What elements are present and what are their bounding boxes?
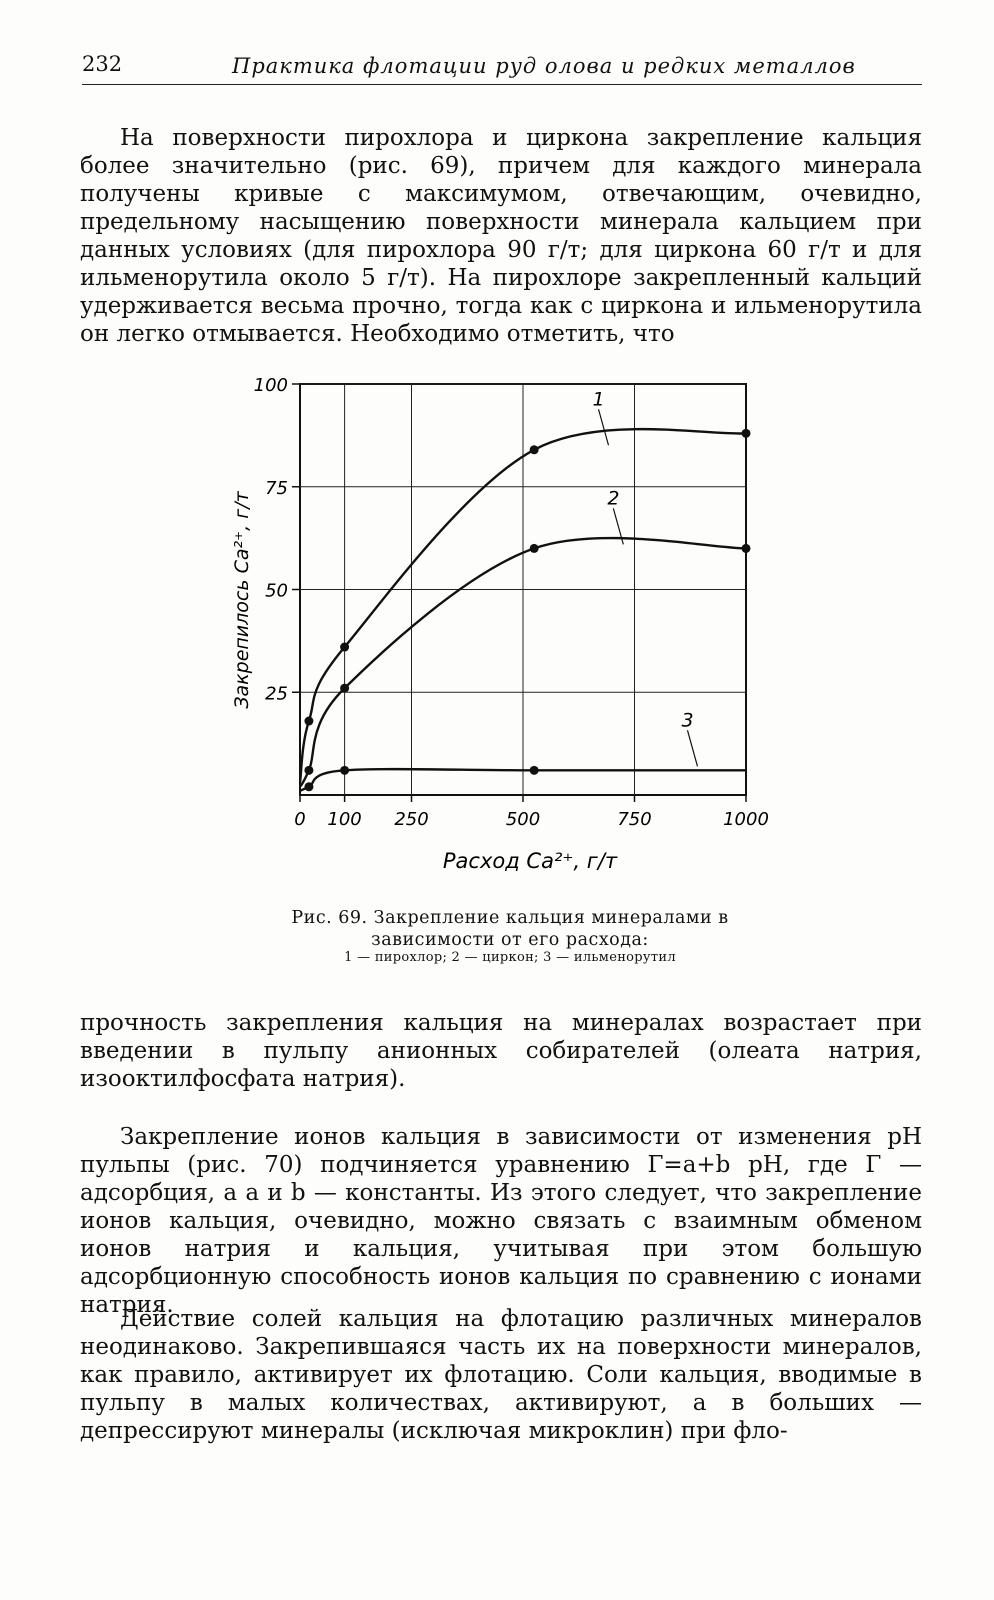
calcium-fixation-chart bbox=[230, 360, 790, 900]
data-point-3 bbox=[530, 766, 539, 775]
y-tick-label: 25 bbox=[265, 683, 288, 705]
figure-legend: 1 — пирохлор; 2 — циркон; 3 — ильменорутил bbox=[344, 950, 676, 965]
y-axis-label: Закрепилось Ca²⁺, г/т bbox=[231, 491, 253, 709]
x-tick-label: 750 bbox=[617, 809, 652, 830]
running-title: Практика флотации руд олова и редких металлов bbox=[232, 54, 856, 78]
grid bbox=[292, 384, 746, 802]
x-tick-label: 1000 bbox=[723, 809, 769, 830]
paragraph-1: На поверхности пирохлора и циркона закрепление кальция более значительно (рис. 69), причем для каждого минерала получены кривые с максимумом, отвечающим, очевидно, предельному насыщению поверхности минерала кальцием при данных условиях (для пирохлора 90 г/т; для циркона 60 г/т и для ильменорутила около 5 г/т). На пирохлоре закрепленный кальций удерживается весьма прочно, тогда как с циркона и ильменорутила он легко отмывается. Необходимо отметить, что bbox=[80, 125, 922, 347]
series-label-3: 3 bbox=[681, 709, 694, 732]
data-point-2 bbox=[340, 684, 349, 693]
x-axis-label: Расход Ca²⁺, г/т bbox=[442, 849, 618, 873]
tick-labels bbox=[254, 375, 769, 830]
x-tick-label: 250 bbox=[394, 809, 429, 830]
x-tick-label: 0 bbox=[294, 809, 306, 830]
y-tick-label: 75 bbox=[265, 477, 288, 499]
series-leader-1 bbox=[599, 409, 609, 445]
x-tick-label: 100 bbox=[327, 809, 362, 830]
figure-caption: Рис. 69. Закрепление кальция минералами в зависимости от его расхода: bbox=[291, 908, 729, 950]
data-point-1 bbox=[340, 643, 349, 652]
data-point-2 bbox=[530, 544, 539, 553]
paragraph-3: Закрепление ионов кальция в зависимости от изменения pH пульпы (рис. 70) подчиняется уравнению Γ=a+b pH, где Γ — адсорбция, а a и b — константы. Из этого следует, что закрепление ионов кальция, очевидно, можно связать с взаимным обменом ионов натрия и кальция, учитывая при этом большую адсорбционную способность ионов кальция по сравнению с ионами натрия. bbox=[80, 1124, 922, 1318]
y-tick-label: 100 bbox=[253, 375, 288, 396]
data-point-3 bbox=[340, 766, 349, 775]
data-point-3 bbox=[304, 782, 313, 791]
page-number: 232 bbox=[82, 52, 123, 76]
data-point-1 bbox=[304, 717, 313, 726]
x-tick-label: 500 bbox=[505, 809, 541, 830]
data-point-1 bbox=[742, 429, 751, 438]
paragraph-4: Действие солей кальция на флотацию различных минералов неодинаково. Закрепившаяся часть их на поверхности минералов, как правило, активирует их флотацию. Соли кальция, вводимые в пульпу в малых количествах, активируют, а в больших — депрессируют минералы (исключая микроклин) при фло- bbox=[80, 1306, 922, 1444]
y-tick-label: 50 bbox=[265, 580, 288, 602]
data-point-2 bbox=[304, 766, 313, 775]
page-header bbox=[82, 44, 922, 85]
series-leader-3 bbox=[687, 730, 697, 766]
data-point-1 bbox=[530, 445, 539, 454]
series-label-1: 1 bbox=[592, 388, 605, 411]
data-point-2 bbox=[742, 544, 751, 553]
paragraph-2: прочность закрепления кальция на минералах возрастает при введении в пульпу анионных собирателей (олеата натрия, изооктилфосфата натрия). bbox=[80, 1010, 922, 1092]
series-label-2: 2 bbox=[607, 487, 620, 510]
figure-69 bbox=[230, 360, 790, 900]
